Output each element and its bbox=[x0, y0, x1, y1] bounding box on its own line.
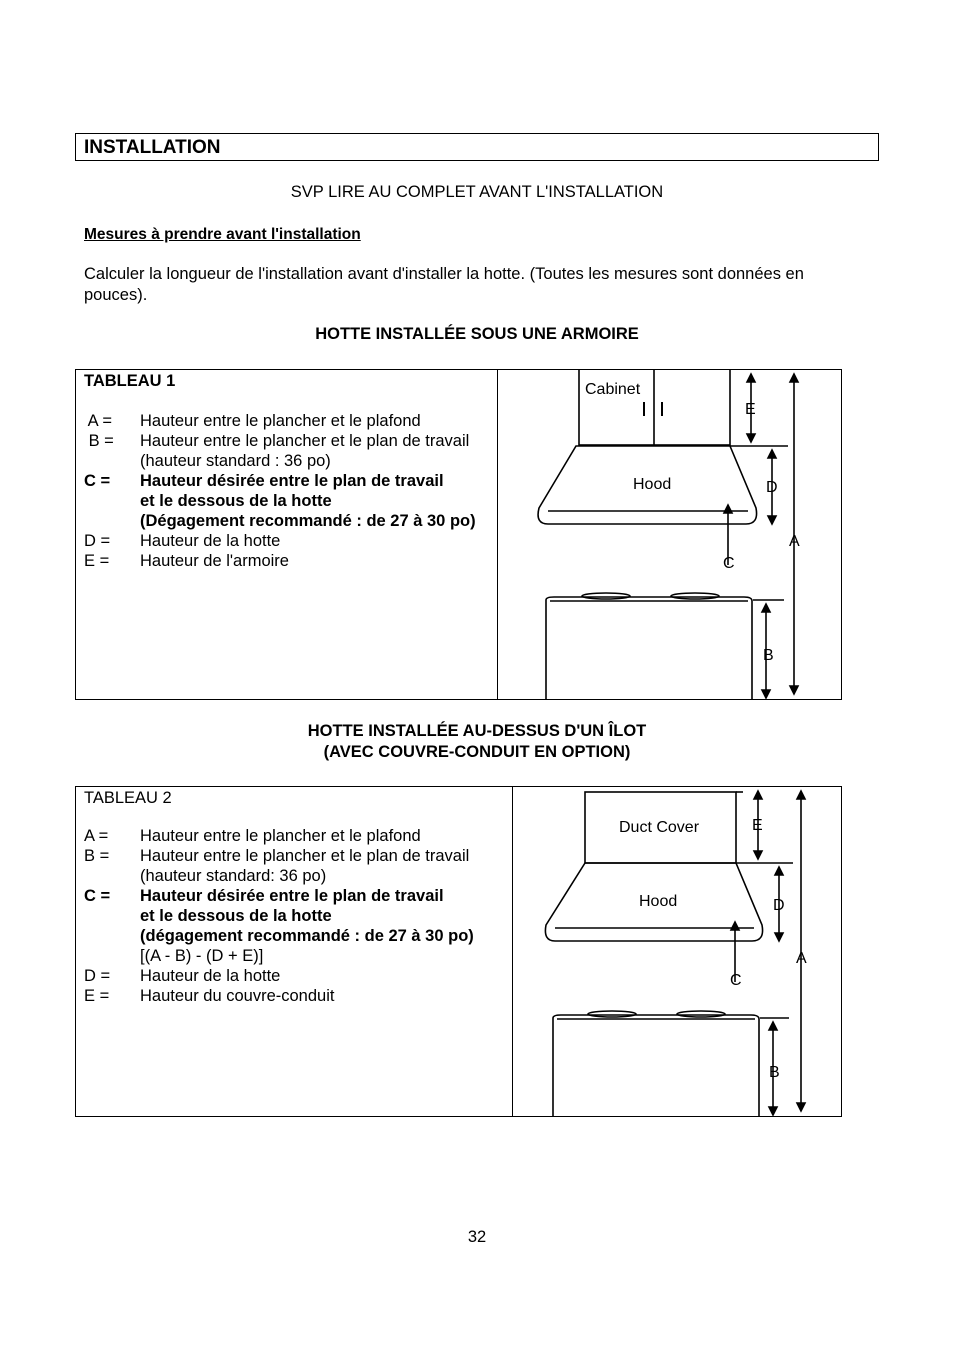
table-2-title: TABLEAU 2 bbox=[84, 789, 172, 807]
legend-key: E = bbox=[84, 552, 110, 570]
legend-key bbox=[84, 906, 140, 926]
section2-heading-line2: (AVEC COUVRE-CONDUIT EN OPTION) bbox=[323, 743, 631, 761]
legend-value: Hauteur de l'armoire bbox=[140, 552, 289, 570]
letter-b: B bbox=[769, 1064, 780, 1081]
page-number: 32 bbox=[467, 1228, 487, 1246]
legend-key: E = bbox=[84, 987, 110, 1005]
read-notice: SVP LIRE AU COMPLET AVANT L'INSTALLATION bbox=[290, 183, 664, 201]
legend-key: C = bbox=[84, 472, 111, 490]
table-1-title: TABLEAU 1 bbox=[84, 372, 176, 390]
letter-e: E bbox=[745, 401, 756, 418]
legend-key bbox=[84, 866, 140, 886]
legend-key: A = bbox=[84, 412, 112, 430]
legend-row bbox=[84, 846, 509, 866]
table-1-rows bbox=[84, 411, 494, 571]
table-1-legend bbox=[84, 371, 494, 571]
table-2-legend bbox=[84, 788, 509, 1006]
legend-value: Hauteur entre le plancher et le plafond bbox=[140, 827, 421, 845]
legend-value: et le dessous de la hotte bbox=[140, 492, 332, 510]
legend-row bbox=[84, 966, 509, 986]
counter-shape bbox=[553, 1015, 759, 1116]
legend-row bbox=[84, 946, 509, 966]
legend-value: Hauteur entre le plancher et le plan de travail bbox=[140, 847, 470, 865]
legend-row bbox=[84, 926, 509, 946]
letter-a: A bbox=[796, 950, 807, 967]
legend-row bbox=[84, 511, 494, 531]
letter-a: A bbox=[789, 533, 800, 550]
legend-value: (hauteur standard: 36 po) bbox=[140, 867, 327, 885]
letter-d: D bbox=[773, 897, 785, 914]
legend-value: Hauteur désirée entre le plan de travail bbox=[140, 887, 444, 905]
legend-value: [(A - B) - (D + E)] bbox=[140, 947, 264, 965]
section2-heading-line1: HOTTE INSTALLÉE AU-DESSUS D'UN ÎLOT bbox=[307, 722, 647, 740]
legend-value: Hauteur entre le plancher et le plafond bbox=[140, 412, 421, 430]
legend-value: (dégagement recommandé : de 27 à 30 po) bbox=[140, 927, 474, 945]
legend-row bbox=[84, 431, 494, 451]
measures-heading: Mesures à prendre avant l'installation bbox=[84, 226, 361, 243]
legend-key: B = bbox=[84, 847, 110, 865]
legend-row bbox=[84, 826, 509, 846]
legend-key bbox=[84, 946, 140, 966]
table-2 bbox=[75, 786, 842, 1117]
counter-shape bbox=[546, 597, 752, 699]
legend-value: Hauteur de la hotte bbox=[140, 532, 281, 550]
legend-key bbox=[84, 491, 140, 511]
legend-key: C = bbox=[84, 887, 111, 905]
legend-value: Hauteur entre le plancher et le plan de travail bbox=[140, 432, 470, 450]
legend-row bbox=[84, 471, 494, 491]
legend-row bbox=[84, 411, 494, 431]
legend-key bbox=[84, 451, 140, 471]
intro-paragraph: Calculer la longueur de l'installation avant d'installer la hotte. (Toutes les mesures sont données en pouces). bbox=[84, 265, 804, 304]
installation-header bbox=[75, 133, 879, 161]
legend-row bbox=[84, 531, 494, 551]
letter-d: D bbox=[766, 479, 778, 496]
cabinet-label: Cabinet bbox=[585, 381, 641, 398]
hood-label: Hood bbox=[633, 476, 672, 493]
legend-key: D = bbox=[84, 532, 111, 550]
legend-key: D = bbox=[84, 967, 111, 985]
section2-heading bbox=[75, 721, 879, 763]
legend-value: Hauteur du couvre-conduit bbox=[140, 987, 335, 1005]
legend-row bbox=[84, 551, 494, 571]
letter-b: B bbox=[763, 647, 774, 664]
legend-row bbox=[84, 906, 509, 926]
duct-cover-label: Duct Cover bbox=[619, 819, 700, 836]
legend-value: (hauteur standard : 36 po) bbox=[140, 452, 331, 470]
letter-c: C bbox=[723, 555, 735, 572]
legend-row bbox=[84, 451, 494, 471]
under-cabinet-diagram bbox=[498, 370, 841, 699]
legend-row bbox=[84, 886, 509, 906]
legend-key bbox=[84, 511, 140, 531]
table-2-rows bbox=[84, 826, 509, 1006]
letter-e: E bbox=[752, 817, 763, 834]
legend-row bbox=[84, 866, 509, 886]
legend-value: (Dégagement recommandé : de 27 à 30 po) bbox=[140, 512, 476, 530]
legend-row bbox=[84, 491, 494, 511]
legend-value: Hauteur désirée entre le plan de travail bbox=[140, 472, 444, 490]
legend-key bbox=[84, 926, 140, 946]
letter-c: C bbox=[730, 972, 742, 989]
island-diagram bbox=[513, 787, 841, 1116]
legend-key: B = bbox=[84, 432, 114, 450]
legend-value: et le dessous de la hotte bbox=[140, 907, 332, 925]
legend-value: Hauteur de la hotte bbox=[140, 967, 281, 985]
legend-row bbox=[84, 986, 509, 1006]
hood-label: Hood bbox=[639, 893, 678, 910]
legend-key: A = bbox=[84, 827, 109, 845]
page-title: INSTALLATION bbox=[84, 137, 221, 158]
section1-heading: HOTTE INSTALLÉE SOUS UNE ARMOIRE bbox=[315, 325, 639, 343]
table-1 bbox=[75, 369, 842, 700]
